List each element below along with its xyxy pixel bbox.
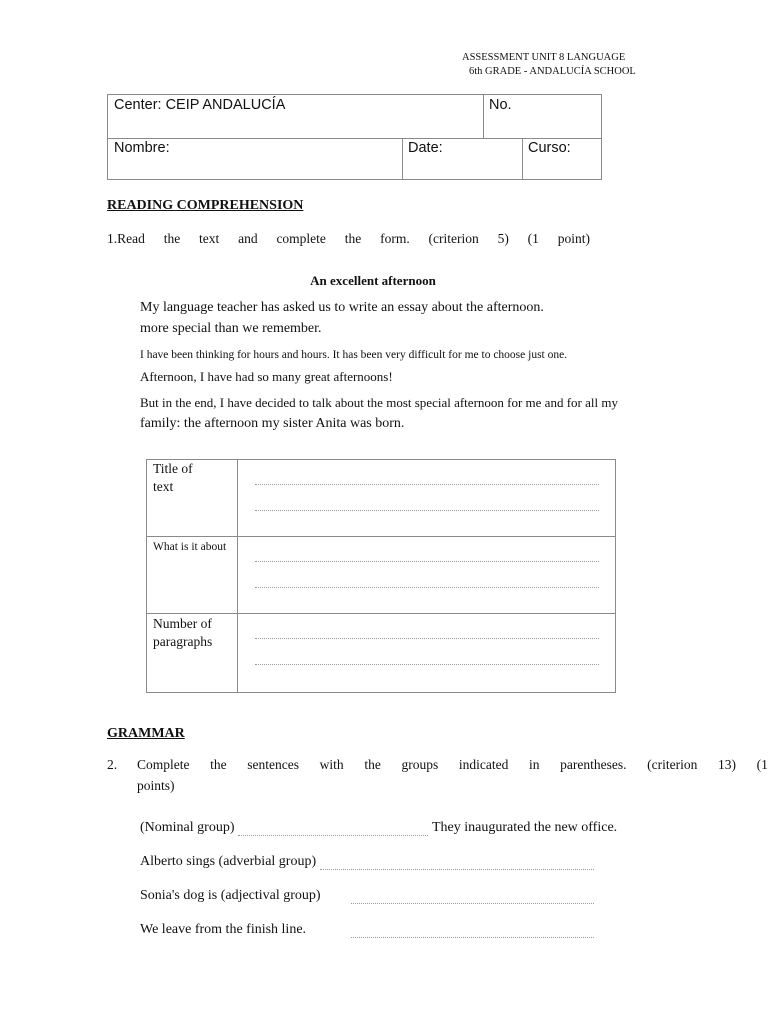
header-line-2: 6th GRADE - ANDALUCÍA SCHOOL [469, 66, 636, 77]
answer-line[interactable] [255, 587, 599, 588]
instruction-word: parentheses. [560, 757, 627, 772]
student-info-table [107, 94, 602, 180]
reading-instruction [107, 231, 590, 247]
center-field[interactable]: Center: CEIP ANDALUCÍA [114, 97, 286, 113]
instruction-word: (criterion [647, 757, 698, 772]
instruction-word: 1.Read [107, 231, 145, 246]
instruction-word: form. [380, 231, 410, 246]
instruction-word: (1 [527, 231, 539, 246]
instruction-word: Complete [137, 757, 190, 772]
grammar-section-title: GRAMMAR [107, 726, 185, 741]
grammar-sentence-suffix: They inaugurated the new office. [432, 820, 618, 835]
instruction-word: text [199, 231, 220, 246]
story-line: But in the end, I have decided to talk about the most special afternoon for me and for all my [140, 395, 618, 410]
instruction-word: and [238, 231, 258, 246]
grammar-instruction-continued: points) [137, 778, 175, 793]
form-row-label: Title of text [153, 461, 193, 494]
header-line-1: ASSESSMENT UNIT 8 LANGUAGE [462, 52, 626, 63]
form-row-label: Number of paragraphs [153, 616, 213, 649]
story-line: family: the afternoon my sister Anita was born. [140, 416, 405, 431]
grammar-instruction [137, 757, 768, 773]
answer-line[interactable] [320, 869, 594, 870]
answer-line[interactable] [255, 510, 599, 511]
instruction-word: the [210, 757, 227, 772]
form-row-label: What is it about [153, 541, 227, 553]
instruction-word: 5) [497, 231, 509, 246]
answer-line[interactable] [351, 903, 594, 904]
instruction-word: with [319, 757, 344, 772]
instruction-word: sentences [247, 757, 300, 772]
grammar-sentence-prefix: Sonia's dog is (adjectival group) [140, 888, 321, 903]
answer-line[interactable] [255, 484, 599, 485]
instruction-word: the [364, 757, 381, 772]
instruction-word: groups [401, 757, 439, 772]
instruction-word: indicated [458, 757, 509, 772]
instruction-word: (1 [756, 757, 768, 772]
story-line: My language teacher has asked us to write an essay about the afternoon. [140, 300, 544, 315]
instruction-word: the [163, 231, 181, 246]
story-line: I have been thinking for hours and hours. It has been very difficult for me to choose just one. [140, 349, 568, 361]
story-title: An excellent afternoon [310, 273, 436, 288]
reading-section-title: READING COMPREHENSION [107, 198, 304, 213]
date-field[interactable]: Date: [408, 140, 443, 156]
answer-line[interactable] [255, 638, 599, 639]
grammar-sentence-prefix: (Nominal group) [140, 820, 235, 835]
grammar-sentence-prefix: Alberto sings (adverbial group) [140, 854, 317, 869]
number-field[interactable]: No. [489, 97, 512, 113]
answer-line[interactable] [255, 664, 599, 665]
answer-line[interactable] [351, 937, 594, 938]
instruction-word: 13) [718, 757, 736, 772]
instruction-word: point) [557, 231, 590, 246]
instruction-word: in [528, 757, 540, 772]
instruction-word: complete [276, 231, 326, 246]
story-line: more special than we remember. [140, 321, 322, 336]
instruction-word: (criterion [428, 231, 479, 246]
answer-line[interactable] [238, 835, 428, 836]
grammar-number: 2. [107, 757, 118, 772]
curso-field[interactable]: Curso: [528, 140, 571, 156]
document-header [462, 51, 636, 79]
nombre-field[interactable]: Nombre: [114, 140, 170, 156]
answer-line[interactable] [255, 561, 599, 562]
instruction-word: the [344, 231, 362, 246]
reading-form-table [146, 459, 616, 693]
grammar-sentence-prefix: We leave from the finish line. [140, 922, 307, 937]
story-line: Afternoon, I have had so many great afternoons! [140, 369, 393, 384]
